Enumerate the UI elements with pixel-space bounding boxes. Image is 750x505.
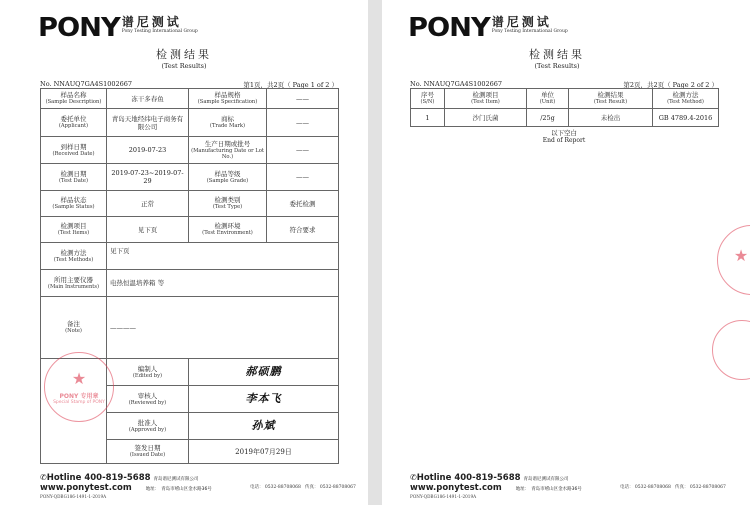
column-header: 序号 (S/N) (411, 89, 445, 109)
sn-cell: 1 (411, 109, 445, 127)
table-row (411, 109, 719, 127)
field-label: 检测项目 (Test Items) (41, 217, 107, 243)
field-label: 样品等级 (Sample Grade) (189, 164, 267, 191)
footer-hotline: ✆Hotline 400-819-5688 青岛谱尼测试有限公司 (40, 473, 199, 483)
footer-website: www.ponytest.com 地址： 青岛市崂山区金水路36号 (40, 483, 212, 493)
issued-date-value: 2019年07月29日 (189, 440, 339, 464)
report-number: No. NNAUQ7GA4S1002667 (410, 80, 503, 88)
unit-cell: /25g (527, 109, 569, 127)
footer-hotline: ✆Hotline 400-819-5688 青岛谱尼测试有限公司 (410, 473, 569, 483)
sample-grade-value: —— (267, 164, 339, 191)
pony-logo (410, 15, 568, 41)
field-label: 审核人 (Reviewed by) (107, 386, 189, 413)
page-info: 第2页，共2页（ Page 2 of 2 ） (623, 81, 718, 89)
end-of-report-text: End of Report (542, 137, 586, 144)
table-row (41, 137, 339, 164)
test-methods-value: 见下页 (107, 243, 339, 270)
field-label: 到样日期 (Received Date) (41, 137, 107, 164)
field-label: 样品规格 (Sample Specification) (189, 89, 267, 109)
method-cell: GB 4789.4-2016 (653, 109, 719, 127)
column-header: 检测方法 (Test Method) (653, 89, 719, 109)
field-label: 生产日期或批号 (Manufacturing Date or Lot No.) (189, 137, 267, 164)
table-row (41, 217, 339, 243)
sample-status-value: 正常 (107, 191, 189, 217)
official-stamp (44, 352, 114, 422)
phone-icon: ✆ (40, 473, 47, 482)
official-stamp-half (712, 320, 750, 380)
table-row (41, 243, 339, 270)
field-label: 委托单位 (Applicant) (41, 109, 107, 137)
trade-mark-value: —— (267, 109, 339, 137)
report-page-2 (382, 0, 750, 505)
official-stamp-half (717, 225, 750, 295)
result-cell: 未检出 (569, 109, 653, 127)
logo-word: PONY (38, 13, 120, 43)
table-row (41, 109, 339, 137)
note-value: ———— (107, 297, 339, 359)
table-row (41, 89, 339, 109)
field-label: 样品状态 (Sample Status) (41, 191, 107, 217)
field-label: 备注 (Note) (41, 297, 107, 359)
test-env-value: 符合要求 (267, 217, 339, 243)
page-info: 第1页，共2页（ Page 1 of 2 ） (243, 81, 338, 89)
footer-fax: 传真： 0532-88708067 (305, 485, 356, 490)
main-instruments-value: 电热恒温培养箱 等 (107, 270, 339, 297)
table-header-row (411, 89, 719, 109)
star-icon: ★ (71, 369, 87, 388)
end-blank-text: 以下空白 (551, 129, 577, 137)
table-row (41, 297, 339, 359)
pony-logo (40, 15, 198, 41)
test-items-value: 见下页 (107, 217, 189, 243)
logo-en: Pony Testing International Group (121, 29, 198, 34)
report-subtitle: (Test Results) (534, 62, 580, 70)
stamp-label: PONY 专用章 (59, 393, 99, 400)
field-label: 商标 (Trade Mark) (189, 109, 267, 137)
report-page-1 (0, 0, 368, 505)
page-gutter (368, 0, 382, 505)
approver-signature: 孙斌 (189, 413, 339, 440)
report-title: 检测结果 (529, 48, 585, 61)
received-date-value: 2019-07-23 (107, 137, 189, 164)
field-label: 样品名称 (Sample Description) (41, 89, 107, 109)
footer-fax: 传真： 0532-88708067 (675, 485, 726, 490)
footer-tel: 电话： 0532-88708068 (250, 485, 301, 490)
footer-code: PONY-QDBG186-1491-1-2019A (40, 494, 107, 499)
report-subtitle: (Test Results) (161, 62, 207, 70)
field-label: 编制人 (Edited by) (107, 359, 189, 386)
field-label: 签发日期 (Issued Date) (107, 440, 189, 464)
field-label: 批准人 (Approved by) (107, 413, 189, 440)
column-header: 检测项目 (Test Item) (445, 89, 527, 109)
logo-cn: 谱尼测试 (121, 15, 182, 29)
reviewer-signature: 李本飞 (189, 386, 339, 413)
phone-icon: ✆ (410, 473, 417, 482)
sample-name-value: 冻干多春鱼 (107, 89, 189, 109)
applicant-value: 青岛天地经纬电子商务有限公司 (107, 109, 189, 137)
logo-word: PONY (408, 13, 490, 43)
column-header: 检测结果 (Test Result) (569, 89, 653, 109)
footer-website: www.ponytest.com 地址： 青岛市崂山区金水路36号 (410, 483, 582, 493)
table-row (41, 270, 339, 297)
report-number: No. NNAUQ7GA4S1002667 (40, 80, 133, 88)
logo-en: Pony Testing International Group (491, 29, 568, 34)
editor-signature: 郝硕鹏 (189, 359, 339, 386)
table-row (41, 191, 339, 217)
report-title: 检测结果 (156, 48, 212, 61)
footer-code: PONY-QDBG186-1491-1-2019A (410, 494, 477, 499)
field-label: 所用主要仪器 (Main Instruments) (41, 270, 107, 297)
field-label: 检测日期 (Test Date) (41, 164, 107, 191)
mfg-date-value: —— (267, 137, 339, 164)
column-header: 单位 (Unit) (527, 89, 569, 109)
item-cell: 沙门氏菌 (445, 109, 527, 127)
star-icon: ★ (733, 246, 749, 265)
table-row (41, 164, 339, 191)
stamp-sub: Special Stamp of PONY (53, 400, 105, 405)
footer-tel: 电话： 0532-88708068 (620, 485, 671, 490)
field-label: 检测环境 (Test Environment) (189, 217, 267, 243)
test-date-value: 2019-07-23~2019-07-29 (107, 164, 189, 191)
sample-spec-value: —— (267, 89, 339, 109)
field-label: 检测类别 (Test Type) (189, 191, 267, 217)
logo-cn: 谱尼测试 (491, 15, 552, 29)
results-table (410, 88, 719, 127)
field-label: 检测方法 (Test Methods) (41, 243, 107, 270)
test-type-value: 委托检测 (267, 191, 339, 217)
